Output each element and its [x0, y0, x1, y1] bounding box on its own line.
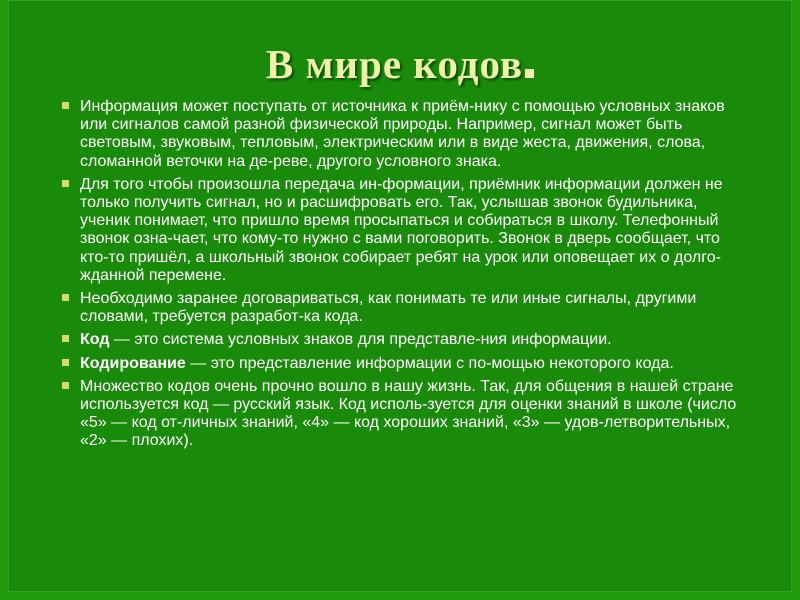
title-square-mark: [525, 69, 534, 78]
slide-title-text: В мире кодов: [265, 41, 524, 87]
bullet-text: Необходимо заранее договариваться, как понимать те или иные сигналы, другими словами, требуется разработ-ка кода.: [80, 290, 697, 326]
bullet-list: [60, 98, 750, 456]
term-code: Код: [80, 331, 110, 349]
bullet-text: — это представление информации с по-мощью некоторого кода.: [185, 354, 674, 372]
bullet-item-4: [60, 331, 750, 349]
term-coding: Кодирование: [80, 354, 186, 372]
bullet-text: Множество кодов очень прочно вошло в нашу жизнь. Так, для общения в нашей стране используется код — русский язык. Код исполь-зуется для оценки знаний в школе (число «5» — код от-личных знаний, «4» — код хороших знаний, «3» — удов-летворительных, «2» — плохих).: [80, 377, 737, 450]
square-bullet-icon: [62, 382, 69, 389]
square-bullet-icon: [62, 359, 69, 366]
bullet-item-3: [60, 290, 750, 326]
square-bullet-icon: [62, 102, 69, 109]
bullet-text: Информация может поступать от источника к приём-нику с помощью условных знаков или сигналов самой разной физической природы. Например, сигнал может быть световым, звуковым, тепловым, электрическим или в виде жеста, движения, слова, сломанной веточки на де-реве, другого условного знака.: [80, 98, 725, 170]
bullet-item-5: [60, 355, 750, 373]
bullet-item-1: [60, 98, 750, 171]
bullet-item-2: [60, 176, 750, 285]
bullet-text: — это система условных знаков для представле-ния информации.: [109, 331, 612, 349]
slide-title: [0, 40, 800, 88]
bullet-item-6: [60, 378, 750, 451]
square-bullet-icon: [62, 180, 69, 187]
square-bullet-icon: [62, 335, 69, 342]
bullet-text: Для того чтобы произошла передача ин-формации, приёмник информации должен не только получить сигнал, но и расшифровать его. Так, услышав звонок будильника, ученик понимает, что пришло время просыпаться и собираться в школу. Телефонный звонок озна-чает, что кому-то нужно с вами поговорить. Звонок в дверь сообщает, что кто-то пришёл, а школьный звонок собирает ребят на урок или оповещает их о долго-жданной перемене.: [80, 175, 723, 284]
square-bullet-icon: [62, 294, 69, 301]
